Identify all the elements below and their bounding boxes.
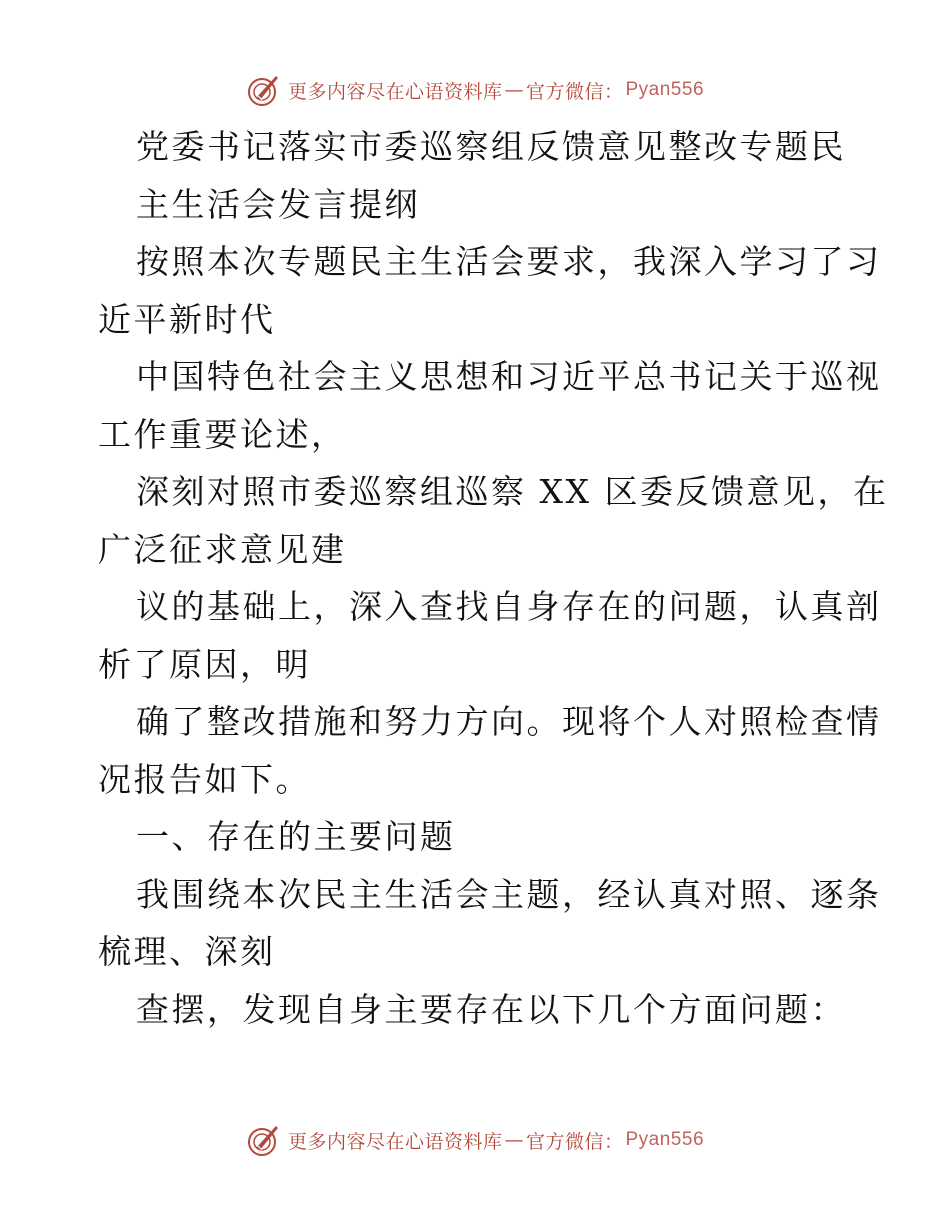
- quill-logo-icon: [246, 72, 282, 108]
- paragraph-line: 确了整改措施和努力方向。现将个人对照检查情: [136, 702, 882, 741]
- banner-wechat-label: 官方微信：: [525, 1130, 624, 1153]
- banner-brand: 更多内容尽在心语资料库: [287, 1130, 503, 1153]
- paragraph-line: 查摆，发现自身主要存在以下几个方面问题：: [136, 989, 846, 1029]
- doc-title-line-1: 党委书记落实市委巡察组反馈意见整改专题民: [136, 127, 846, 166]
- paragraph-line: 议的基础上，深入查找自身存在的问题，认真剖: [136, 587, 882, 626]
- paragraph-line: 梳理、深刻: [98, 932, 276, 971]
- footer-banner: [0, 1120, 950, 1160]
- banner-brand: 更多内容尽在心语资料库: [287, 80, 503, 103]
- header-banner-text: [288, 77, 704, 104]
- paragraph-line: 况报告如下。: [98, 759, 311, 799]
- banner-wechat-id: Pyan556: [625, 1129, 705, 1150]
- paragraph-line: 析了原因，明: [98, 644, 311, 684]
- quill-logo-icon: [246, 1122, 282, 1158]
- paragraph-line: 广泛征求意见建: [98, 529, 347, 569]
- paragraph-line: 按照本次专题民主生活会要求，我深入学习了习: [136, 242, 882, 281]
- footer-banner-text: [288, 1127, 704, 1154]
- paragraph-line: 近平新时代: [98, 299, 276, 339]
- banner-wechat-label: 官方微信：: [525, 80, 624, 103]
- banner-separator: —: [504, 79, 524, 101]
- paragraph-line: 我围绕本次民主生活会主题，经认真对照、逐条: [136, 874, 882, 914]
- header-banner: [0, 70, 950, 110]
- doc-title-line-2: 主生活会发言提纲: [136, 184, 420, 224]
- paragraph-line: 深刻对照市委巡察组巡察 XX 区委反馈意见，在: [136, 472, 889, 511]
- section-heading: 一、存在的主要问题: [136, 817, 456, 856]
- paragraph-line: 中国特色社会主义思想和习近平总书记关于巡视: [136, 357, 882, 396]
- banner-separator: —: [504, 1129, 524, 1151]
- paragraph-line: 工作重要论述，: [98, 414, 347, 454]
- banner-wechat-id: Pyan556: [625, 79, 705, 100]
- document-body: [98, 118, 889, 1038]
